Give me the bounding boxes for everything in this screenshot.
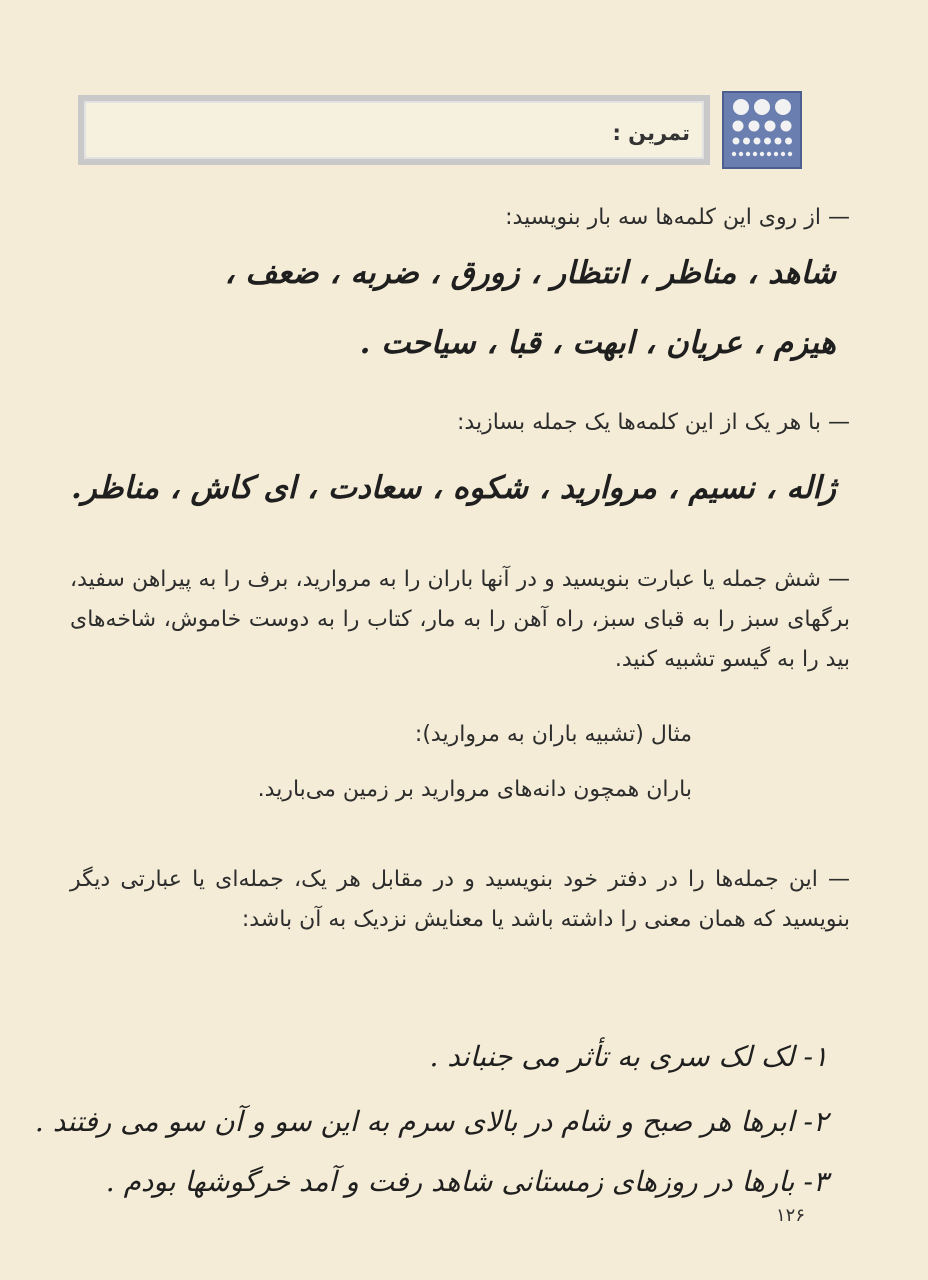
exercise1-handwriting-line1: شاهد ، مناظر ، انتظار ، زورق ، ضربه ، ضعف ، bbox=[224, 255, 836, 291]
exercise-dots-icon bbox=[722, 91, 802, 169]
exercise1-instruction: — از روی این کلمه‌ها سه بار بنویسید: bbox=[505, 205, 850, 230]
exercise4-item-2: ۲- ابرها هر صبح و شام در بالای سرم به این سو و آن سو می رفتند . bbox=[34, 1105, 828, 1138]
exercise4-item-3: ۳- بارها در روزهای زمستانی شاهد رفت و آمد خرگوشها بودم . bbox=[105, 1165, 828, 1198]
exercise2-handwriting-line: ژاله ، نسیم ، مروارید ، شکوه ، سعادت ، ای کاش ، مناظر. bbox=[70, 470, 836, 506]
exercise4-text: — این جمله‌ها را در دفتر خود بنویسید و در مقابل هر یک، جمله‌ای یا عبارتی دیگر بنویسید که همان معنی را داشته باشد یا معنایش نزدیک به آن باشد: bbox=[70, 867, 850, 932]
exercise4-item-1: ۱- لک لک سری به تأثر می جنباند . bbox=[429, 1040, 828, 1073]
exercise-title: تمرین : bbox=[612, 121, 690, 145]
page-number: ۱۲۶ bbox=[776, 1205, 806, 1226]
exercise-header-box bbox=[78, 95, 710, 165]
exercise1-handwriting-line2: هیزم ، عریان ، ابهت ، قبا ، سیاحت . bbox=[359, 325, 836, 361]
exercise3-text: — شش جمله یا عبارت بنویسید و در آنها باران را به مروارید، برف را به پیراهن سفید، برگهای سبز را به قبای سبز، راه آهن را به مار، کتاب را به دوست خاموش، شاخه‌های بید را به گیسو تشبیه کنید. bbox=[70, 567, 850, 672]
exercise3-example-label: مثال (تشبیه باران به مروارید): bbox=[414, 722, 692, 747]
exercise3-example-text: باران همچون دانه‌های مروارید بر زمین می‌بارید. bbox=[257, 777, 692, 802]
exercise2-instruction: — با هر یک از این کلمه‌ها یک جمله بسازید: bbox=[457, 410, 850, 435]
